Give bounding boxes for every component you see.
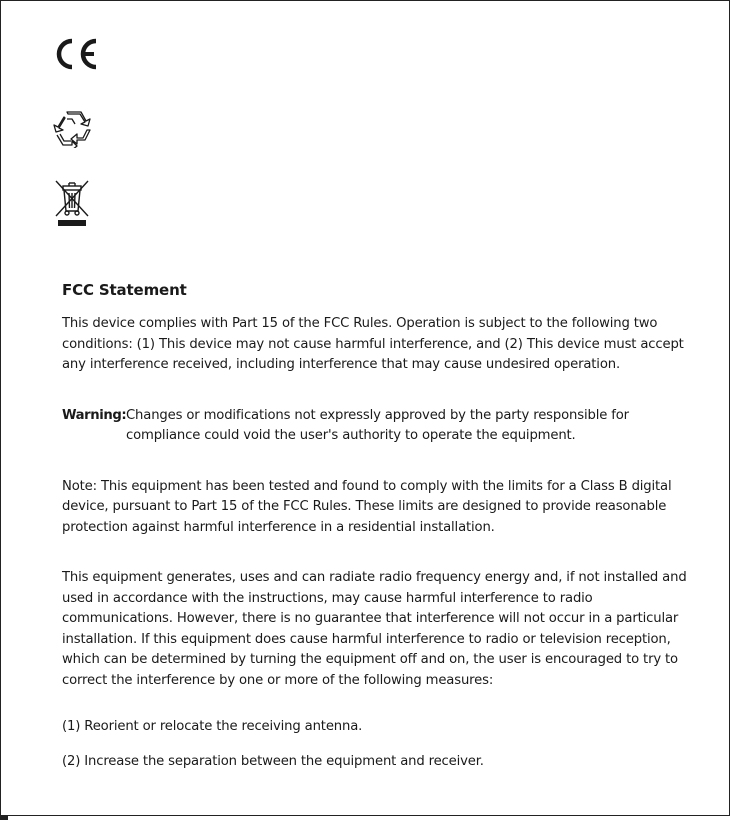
warning-text: Changes or modifications not expressly approved by the party responsible for compliance could void the user's authority to operate the equipment. bbox=[126, 407, 629, 443]
page-edge-mark bbox=[0, 815, 8, 820]
measure-item: (1) Reorient or relocate the receiving antenna. bbox=[62, 719, 363, 734]
recycle-icon bbox=[52, 110, 96, 148]
weee-crossed-bin-icon bbox=[52, 178, 94, 228]
ce-mark-icon bbox=[52, 38, 100, 70]
warning-label: Warning: bbox=[62, 407, 127, 423]
measure-item: (2) Increase the separation between the equipment and receiver. bbox=[62, 753, 484, 769]
warning-block bbox=[62, 406, 692, 447]
interference-paragraph: This equipment generates, uses and can radiate radio frequency energy and, if not installed and used in accordance with the instructions, may cause harmful interference to radio communications. However, there is no guarantee that interference will not occur in a particular installation. If this equipment does cause harmful interference to radio or television reception, which can be determined by turning the equipment off and on, the user is encouraged to try to correct the interference by one or more of the following measures: bbox=[62, 570, 687, 688]
fcc-statement bbox=[62, 280, 692, 786]
fcc-title: FCC Statement bbox=[62, 281, 187, 299]
fcc-intro-paragraph: This device complies with Part 15 of the FCC Rules. Operation is subject to the following two conditions: (1) This device may not cause harmful interference, and (2) This device must accept any interference received, including interference that may cause undesired operation. bbox=[62, 316, 684, 372]
note-paragraph: Note: This equipment has been tested and found to comply with the limits for a Class B digital device, pursuant to Part 15 of the FCC Rules. These limits are designed to provide reasonable protection against harmful interference in a residential installation. bbox=[62, 478, 672, 535]
